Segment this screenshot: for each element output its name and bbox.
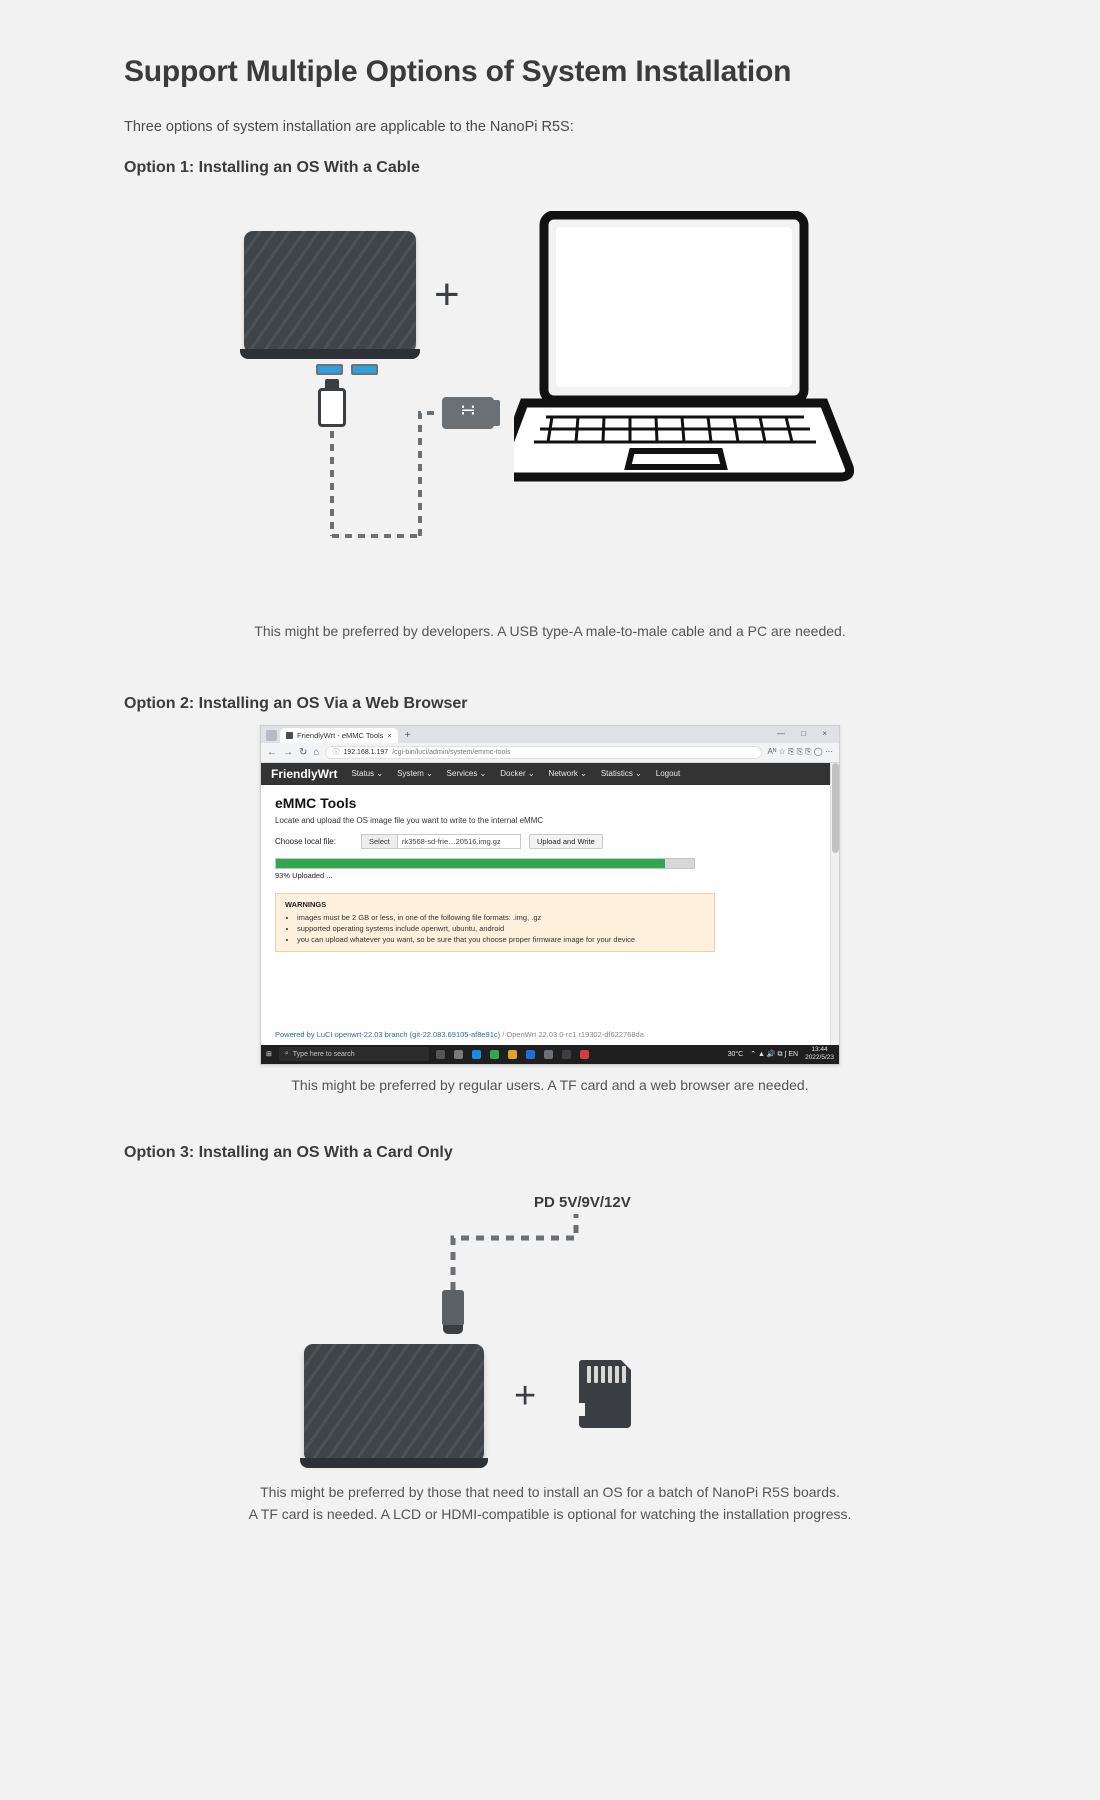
sdcard-pin bbox=[622, 1366, 626, 1383]
clock-time: 13:44 bbox=[811, 1046, 828, 1054]
home-icon[interactable]: ⌂ bbox=[313, 746, 320, 758]
page-title: Support Multiple Options of System Installation bbox=[124, 55, 792, 88]
emmc-tools-description: Locate and upload the OS image file you want to write to the internal eMMC bbox=[275, 815, 544, 825]
luci-footer bbox=[275, 1030, 644, 1039]
menu-item-network[interactable]: Network ⌄ bbox=[548, 769, 587, 779]
info-icon: ⓘ bbox=[332, 749, 340, 757]
luci-brand: FriendlyWrt bbox=[271, 766, 338, 781]
luci-navbar bbox=[261, 763, 839, 785]
taskbar-app-icons[interactable] bbox=[436, 1050, 589, 1059]
luci-page-body bbox=[261, 785, 839, 953]
upload-and-write-button[interactable]: Upload and Write bbox=[529, 834, 603, 849]
back-icon[interactable]: ← bbox=[267, 746, 277, 758]
menu-item-services[interactable]: Services ⌄ bbox=[446, 769, 487, 779]
windows-taskbar bbox=[261, 1045, 839, 1064]
terminal-icon[interactable] bbox=[544, 1050, 553, 1059]
pdf-icon[interactable] bbox=[580, 1050, 589, 1059]
folder-icon[interactable] bbox=[508, 1050, 517, 1059]
file-chooser-row bbox=[275, 834, 825, 849]
widgets-icon[interactable] bbox=[454, 1050, 463, 1059]
sdcard-pin bbox=[608, 1366, 612, 1383]
weather-indicator[interactable]: 30°C bbox=[727, 1050, 744, 1058]
intro-text: Three options of system installation are applicable to the NanoPi R5S: bbox=[124, 119, 574, 135]
usb-connector-symbol-icon: ∺ bbox=[460, 400, 476, 421]
option1-caption: This might be preferred by developers. A USB type-A male-to-male cable and a PC are needed. bbox=[254, 623, 846, 639]
usb-c-plug-tip bbox=[443, 1325, 463, 1334]
select-file-button[interactable]: Select bbox=[362, 835, 398, 848]
upload-progress-fill bbox=[276, 859, 665, 868]
menu-item-status[interactable]: Status ⌄ bbox=[351, 769, 384, 779]
browser-toolbar bbox=[261, 743, 839, 763]
warnings-title: WARNINGS bbox=[285, 899, 327, 909]
taskbar-tray[interactable] bbox=[728, 1046, 834, 1062]
sdcard-pin bbox=[594, 1366, 598, 1383]
upload-progress-bar bbox=[275, 858, 695, 869]
reload-icon[interactable]: ↻ bbox=[299, 746, 308, 758]
forward-icon[interactable]: → bbox=[283, 746, 293, 758]
app-icon[interactable] bbox=[562, 1050, 571, 1059]
taskbar-clock[interactable] bbox=[805, 1046, 834, 1062]
favicon-icon bbox=[286, 732, 293, 739]
browser-window bbox=[260, 725, 840, 1065]
file-label: Choose local file: bbox=[275, 836, 336, 846]
browser-viewport bbox=[261, 763, 839, 1045]
option3-illustration bbox=[124, 1172, 976, 1472]
search-placeholder: Type here to search bbox=[292, 1050, 355, 1058]
tray-icons[interactable]: ⌃ ▲ 🔊 ⧉ ∫ EN bbox=[750, 1050, 799, 1058]
warning-item: • you can upload whatever you want, so be sure that you choose proper firmware image for your device bbox=[297, 934, 705, 945]
menu-item-system[interactable]: System ⌄ bbox=[397, 769, 433, 779]
menu-item-statistics[interactable]: Statistics ⌄ bbox=[600, 769, 642, 779]
clock-date: 2022/5/23 bbox=[805, 1054, 834, 1062]
search-icon: ⌕ bbox=[284, 1050, 289, 1058]
file-input[interactable] bbox=[361, 834, 521, 849]
sdcard-pin bbox=[587, 1366, 591, 1383]
window-controls[interactable]: — □ × bbox=[777, 728, 834, 738]
laptop-illustration bbox=[514, 211, 854, 491]
warnings-box bbox=[275, 893, 715, 953]
plus-sign-1: + bbox=[434, 270, 460, 319]
warning-item: • images must be 2 GB or less, in one of the following file formats: .img, .gz bbox=[297, 912, 705, 923]
pd-power-label: PD 5V/9V/12V bbox=[534, 1194, 631, 1212]
power-dashed-path bbox=[124, 1172, 984, 1472]
toolbar-icons[interactable]: Aᴺ ☆ ⎘ ⎘ ⎘ ◯ ⋯ bbox=[767, 747, 833, 757]
page-scrollbar[interactable] bbox=[830, 763, 839, 1045]
sdcard-notch bbox=[579, 1403, 585, 1416]
microsd-card-icon bbox=[579, 1360, 631, 1428]
scrollbar-thumb[interactable] bbox=[832, 763, 839, 853]
option2-heading: Option 2: Installing an OS Via a Web Browser bbox=[124, 694, 468, 712]
selected-file-name: rk3568-sd-frie…20516.img.gz bbox=[401, 836, 501, 846]
usb-c-plug-icon bbox=[442, 1290, 464, 1326]
luci-footer-version: / OpenWrt 22.03.0-rc1 r19302-df622768da bbox=[502, 1029, 644, 1039]
option3-caption-line2: A TF card is needed. A LCD or HDMI-compatible is optional for watching the installation progress. bbox=[248, 1506, 852, 1523]
option1-illustration bbox=[124, 191, 976, 611]
browser-tabbar bbox=[261, 726, 839, 743]
explorer-icon[interactable] bbox=[490, 1050, 499, 1059]
nanopi-r5s-base bbox=[300, 1458, 488, 1468]
start-button-icon[interactable]: ⊞ bbox=[266, 1051, 272, 1059]
warning-item: • supported operating systems include openwrt, ubuntu, android bbox=[297, 923, 705, 934]
edge-icon[interactable] bbox=[472, 1050, 481, 1059]
option3-caption bbox=[124, 1482, 976, 1525]
menu-item-docker[interactable]: Docker ⌄ bbox=[500, 769, 535, 779]
address-host: 192.168.1.197 bbox=[343, 748, 389, 756]
plus-sign-3: + bbox=[514, 1375, 537, 1418]
option1-heading: Option 1: Installing an OS With a Cable bbox=[124, 159, 420, 176]
tab-close-icon[interactable]: × bbox=[387, 730, 392, 740]
option3-caption-line1: This might be preferred by those that need to install an OS for a batch of NanoPi R5S boards. bbox=[260, 1484, 840, 1501]
warnings-list bbox=[285, 912, 705, 946]
nanopi-r5s-body bbox=[304, 1344, 484, 1462]
browser-tab[interactable] bbox=[280, 728, 398, 743]
address-bar[interactable] bbox=[325, 746, 761, 759]
sdcard-pins bbox=[587, 1366, 626, 1383]
mail-icon[interactable] bbox=[526, 1050, 535, 1059]
option2-caption: This might be preferred by regular users. A TF card and a web browser are needed. bbox=[291, 1076, 809, 1093]
emmc-tools-heading: eMMC Tools bbox=[275, 794, 357, 811]
tab-list-icon[interactable] bbox=[266, 730, 277, 741]
sdcard-pin bbox=[615, 1366, 619, 1383]
new-tab-button[interactable]: + bbox=[404, 729, 411, 741]
luci-footer-link[interactable]: Powered by LuCI openwrt-22.03 branch (git-22.083.69105-af8e91c) bbox=[275, 1029, 501, 1039]
address-path: /cgi-bin/luci/admin/system/emmc-tools bbox=[392, 748, 511, 756]
sdcard-pin bbox=[601, 1366, 605, 1383]
menu-item-logout[interactable]: Logout bbox=[655, 769, 681, 779]
option3-heading: Option 3: Installing an OS With a Card Only bbox=[124, 1144, 453, 1162]
upload-progress-text: 93% Uploaded ... bbox=[275, 870, 333, 880]
taskbar-search[interactable] bbox=[279, 1047, 429, 1061]
browser-tab-title: FriendlyWrt - eMMC Tools bbox=[297, 730, 384, 740]
task-view-icon[interactable] bbox=[436, 1050, 445, 1059]
